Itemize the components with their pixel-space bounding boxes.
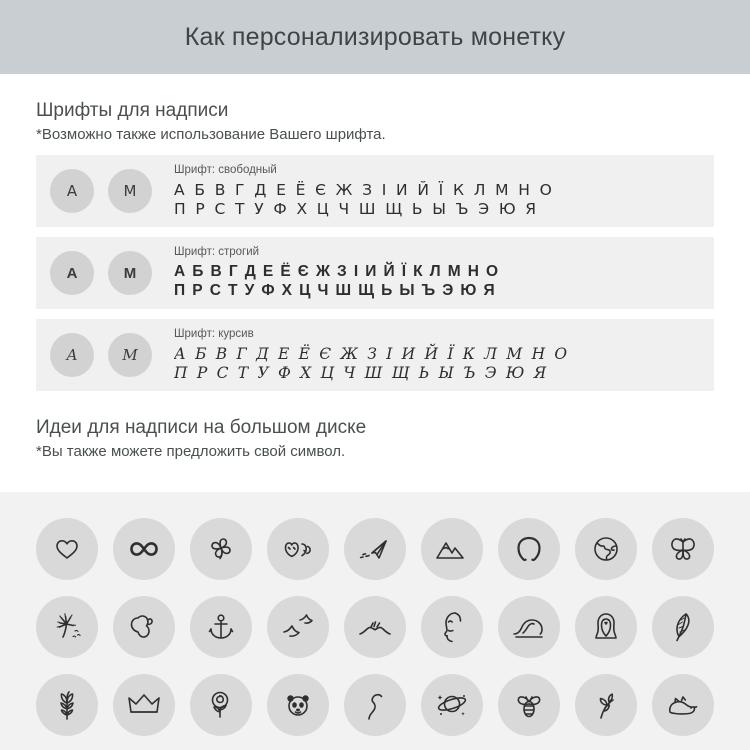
mountain-line-icon[interactable]	[344, 674, 406, 736]
alphabet-line-2: П Р С Т У Ф Х Ц Ч Ш Щ Ь Ы Ъ Э Ю Я	[174, 281, 496, 299]
coin-sample-a	[50, 333, 94, 377]
kissing-faces-icon[interactable]	[267, 518, 329, 580]
coin-letter: М	[123, 264, 137, 282]
font-info	[174, 328, 714, 383]
font-info	[174, 164, 714, 219]
alphabet-sample	[174, 263, 714, 301]
penguin-icon[interactable]	[575, 596, 637, 658]
fonts-section	[0, 100, 750, 460]
font-label: Шрифт: свободный	[174, 163, 277, 176]
wheat-icon[interactable]	[36, 674, 98, 736]
horseshoe-icon[interactable]	[498, 518, 560, 580]
fonts-section-title: Шрифты для надписи	[36, 100, 229, 121]
anchor-icon[interactable]	[190, 596, 252, 658]
alphabet-sample	[174, 345, 714, 383]
bee-icon[interactable]	[498, 674, 560, 736]
holding-hands-icon[interactable]	[344, 596, 406, 658]
coin-sample-m	[108, 169, 152, 213]
alphabet-line-1: А Б В Г Д Е Ё Є Ж З І И Й Ї К Л М Н О	[174, 344, 570, 363]
font-row-cursive[interactable]	[36, 319, 714, 391]
heart-icon[interactable]	[36, 518, 98, 580]
sprout-icon[interactable]	[575, 674, 637, 736]
alphabet-sample	[174, 181, 714, 219]
birds-icon[interactable]	[267, 596, 329, 658]
balloon-heart-icon[interactable]	[113, 596, 175, 658]
icon-grid	[28, 510, 722, 744]
coin-letter: А	[66, 345, 78, 364]
coin-letter: М	[123, 181, 137, 200]
globe-icon[interactable]	[575, 518, 637, 580]
coin-sample-a	[50, 251, 94, 295]
alphabet-line-1: А Б В Г Д Е Ё Є Ж З І И Й Ї К Л М Н О	[174, 262, 500, 280]
page-header	[0, 0, 750, 74]
feather-icon[interactable]	[652, 596, 714, 658]
wave-icon[interactable]	[498, 596, 560, 658]
coin-letter: А	[66, 264, 78, 282]
page-title: Как персонализировать монетку	[184, 22, 566, 51]
icon-gallery	[0, 492, 750, 750]
rose-icon[interactable]	[190, 674, 252, 736]
infinity-icon[interactable]	[113, 518, 175, 580]
font-label: Шрифт: строгий	[174, 245, 260, 258]
clover-icon[interactable]	[190, 518, 252, 580]
coin-sample-a	[50, 169, 94, 213]
paper-plane-icon[interactable]	[344, 518, 406, 580]
dandelion-icon[interactable]	[36, 596, 98, 658]
coin-letter: М	[122, 345, 138, 364]
planet-icon[interactable]	[421, 674, 483, 736]
coin-sample-m	[108, 251, 152, 295]
panda-icon[interactable]	[267, 674, 329, 736]
coin-letter: А	[66, 181, 78, 200]
mountains-icon[interactable]	[421, 518, 483, 580]
ideas-section-subtitle: *Вы также можете предложить свой символ.	[36, 443, 346, 460]
face-line-icon[interactable]	[421, 596, 483, 658]
ideas-section-title: Идеи для надписи на большом диске	[36, 417, 367, 438]
alphabet-line-1: А Б В Г Д Е Ё Є Ж З І И Й Ї К Л М Н О	[174, 180, 555, 199]
font-row-strict[interactable]	[36, 237, 714, 309]
alphabet-line-2: П Р С Т У Ф Х Ц Ч Ш Щ Ь Ы Ъ Э Ю Я	[174, 199, 539, 218]
font-info	[174, 246, 714, 301]
font-label: Шрифт: курсив	[174, 327, 254, 340]
crown-icon[interactable]	[113, 674, 175, 736]
butterfly-icon[interactable]	[652, 518, 714, 580]
font-row-free[interactable]	[36, 155, 714, 227]
fonts-section-subtitle: *Возможно также использование Вашего шрифта.	[36, 126, 386, 143]
alphabet-line-2: П Р С Т У Ф Х Ц Ч Ш Щ Ь Ы Ъ Э Ю Я	[174, 363, 549, 382]
cat-sleeping-icon[interactable]	[652, 674, 714, 736]
coin-sample-m	[108, 333, 152, 377]
